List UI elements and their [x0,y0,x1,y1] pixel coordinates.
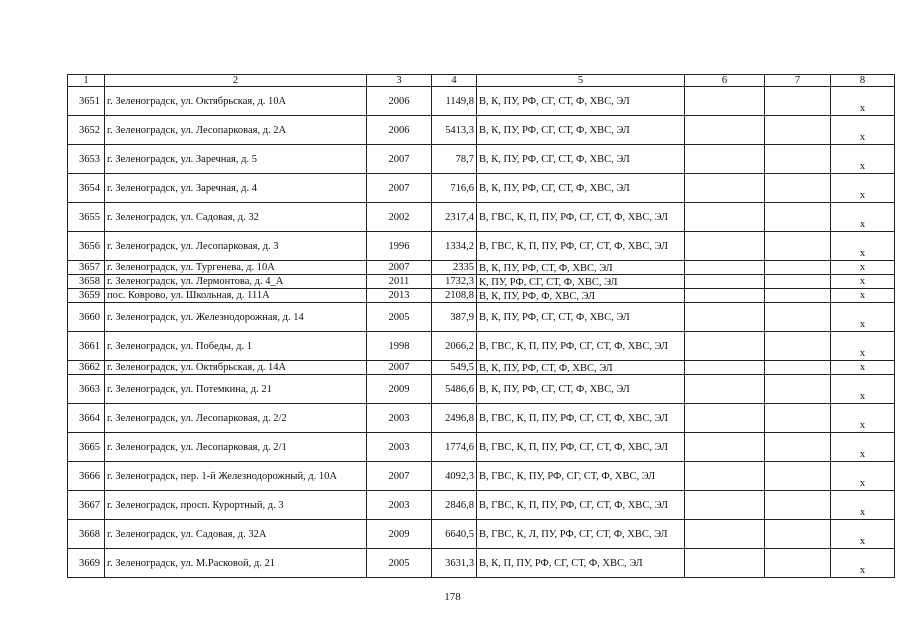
area-cell: 4092,3 [432,462,477,491]
column-6-cell [685,145,765,174]
year-cell: 2005 [367,549,432,578]
column-7-cell [765,174,831,203]
column-8-cell: х [831,203,895,232]
column-7-cell [765,404,831,433]
column-7-cell [765,361,831,375]
systems-cell: В, ГВС, К, ПУ, РФ, СГ, СТ, Ф, ХВС, ЭЛ [477,462,685,491]
row-number-cell: 3658 [68,275,105,289]
header-row [68,75,895,87]
address-cell: г. Зеленоградск, ул. Лесопарковая, д. 2/1 [105,433,367,462]
table-row [68,289,895,303]
row-number-cell: 3657 [68,261,105,275]
column-7-cell [765,433,831,462]
column-8-cell: х [831,361,895,375]
year-cell: 2009 [367,520,432,549]
row-number-cell: 3656 [68,232,105,261]
column-7-cell [765,375,831,404]
address-cell: г. Зеленоградск, ул. Победы, д. 1 [105,332,367,361]
systems-cell: В, ГВС, К, Л, ПУ, РФ, СГ, СТ, Ф, ХВС, ЭЛ [477,520,685,549]
column-7-cell [765,87,831,116]
column-8-cell: х [831,549,895,578]
systems-cell: В, К, ПУ, РФ, СГ, СТ, Ф, ХВС, ЭЛ [477,87,685,116]
systems-cell: В, К, ПУ, РФ, СТ, Ф, ХВС, ЭЛ [477,361,685,375]
row-number-cell: 3655 [68,203,105,232]
address-cell: г. Зеленоградск, ул. Октябрьская, д. 10А [105,87,367,116]
column-8-cell: х [831,261,895,275]
table-row [68,203,895,232]
row-number-cell: 3660 [68,303,105,332]
year-cell: 2007 [367,174,432,203]
systems-cell: В, К, ПУ, РФ, Ф, ХВС, ЭЛ [477,289,685,303]
area-cell: 2066,2 [432,332,477,361]
year-cell: 1998 [367,332,432,361]
column-header-3: 3 [367,75,432,87]
systems-cell: В, ГВС, К, П, ПУ, РФ, СГ, СТ, Ф, ХВС, ЭЛ [477,404,685,433]
row-number-cell: 3651 [68,87,105,116]
table-row [68,275,895,289]
row-number-cell: 3666 [68,462,105,491]
column-6-cell [685,361,765,375]
table-row [68,87,895,116]
column-7-cell [765,289,831,303]
column-8-cell: х [831,332,895,361]
address-cell: г. Зеленоградск, ул. Лесопарковая, д. 3 [105,232,367,261]
column-header-8: 8 [831,75,895,87]
address-cell: г. Зеленоградск, пер. 1-й Железнодорожный, д. 10А [105,462,367,491]
year-cell: 2002 [367,203,432,232]
column-6-cell [685,261,765,275]
housing-registry-table [67,74,895,578]
systems-cell: К, ПУ, РФ, СГ, СТ, Ф, ХВС, ЭЛ [477,275,685,289]
year-cell: 2005 [367,303,432,332]
column-6-cell [685,462,765,491]
column-6-cell [685,232,765,261]
row-number-cell: 3653 [68,145,105,174]
year-cell: 2006 [367,87,432,116]
area-cell: 2317,4 [432,203,477,232]
column-8-cell: х [831,404,895,433]
row-number-cell: 3652 [68,116,105,145]
address-cell: г. Зеленоградск, ул. Тургенева, д. 10А [105,261,367,275]
column-6-cell [685,303,765,332]
year-cell: 2009 [367,375,432,404]
year-cell: 2006 [367,116,432,145]
column-7-cell [765,116,831,145]
row-number-cell: 3662 [68,361,105,375]
table-row [68,462,895,491]
systems-cell: В, К, ПУ, РФ, СГ, СТ, Ф, ХВС, ЭЛ [477,116,685,145]
table-row [68,261,895,275]
column-6-cell [685,87,765,116]
column-6-cell [685,332,765,361]
row-number-cell: 3663 [68,375,105,404]
year-cell: 1996 [367,232,432,261]
row-number-cell: 3654 [68,174,105,203]
table-row [68,361,895,375]
column-header-5: 5 [477,75,685,87]
column-6-cell [685,549,765,578]
row-number-cell: 3667 [68,491,105,520]
column-header-4: 4 [432,75,477,87]
year-cell: 2007 [367,361,432,375]
area-cell: 5486,6 [432,375,477,404]
row-number-cell: 3664 [68,404,105,433]
systems-cell: В, К, ПУ, РФ, СГ, СТ, Ф, ХВС, ЭЛ [477,145,685,174]
column-7-cell [765,303,831,332]
address-cell: г. Зеленоградск, ул. Лесопарковая, д. 2А [105,116,367,145]
column-6-cell [685,491,765,520]
year-cell: 2003 [367,433,432,462]
column-6-cell [685,203,765,232]
column-7-cell [765,491,831,520]
area-cell: 6640,5 [432,520,477,549]
systems-cell: В, К, ПУ, РФ, СГ, СТ, Ф, ХВС, ЭЛ [477,174,685,203]
table-row [68,375,895,404]
area-cell: 1334,2 [432,232,477,261]
column-header-1: 1 [68,75,105,87]
column-7-cell [765,462,831,491]
row-number-cell: 3668 [68,520,105,549]
row-number-cell: 3665 [68,433,105,462]
table-row [68,491,895,520]
column-8-cell: х [831,462,895,491]
year-cell: 2003 [367,404,432,433]
column-header-2: 2 [105,75,367,87]
row-number-cell: 3659 [68,289,105,303]
column-6-cell [685,275,765,289]
column-8-cell: х [831,491,895,520]
column-7-cell [765,232,831,261]
column-8-cell: х [831,303,895,332]
address-cell: г. Зеленоградск, ул. Потемкина, д. 21 [105,375,367,404]
year-cell: 2011 [367,275,432,289]
table-row [68,303,895,332]
year-cell: 2007 [367,261,432,275]
column-6-cell [685,520,765,549]
table-row [68,404,895,433]
year-cell: 2007 [367,145,432,174]
column-7-cell [765,549,831,578]
address-cell: г. Зеленоградск, ул. Заречная, д. 4 [105,174,367,203]
year-cell: 2007 [367,462,432,491]
column-8-cell: х [831,87,895,116]
column-8-cell: х [831,275,895,289]
column-6-cell [685,116,765,145]
address-cell: г. Зеленоградск, ул. Октябрьская, д. 14А [105,361,367,375]
column-7-cell [765,145,831,174]
table-row [68,520,895,549]
area-cell: 78,7 [432,145,477,174]
column-7-cell [765,332,831,361]
column-7-cell [765,203,831,232]
address-cell: пос. Коврово, ул. Школьная, д. 111А [105,289,367,303]
area-cell: 5413,3 [432,116,477,145]
area-cell: 387,9 [432,303,477,332]
row-number-cell: 3661 [68,332,105,361]
address-cell: г. Зеленоградск, ул. Заречная, д. 5 [105,145,367,174]
systems-cell: В, ГВС, К, П, ПУ, РФ, СГ, СТ, Ф, ХВС, ЭЛ [477,491,685,520]
column-7-cell [765,261,831,275]
year-cell: 2003 [367,491,432,520]
address-cell: г. Зеленоградск, ул. Садовая, д. 32 [105,203,367,232]
area-cell: 2496,8 [432,404,477,433]
column-6-cell [685,433,765,462]
column-8-cell: х [831,520,895,549]
column-header-7: 7 [765,75,831,87]
column-8-cell: х [831,116,895,145]
area-cell: 1149,8 [432,87,477,116]
systems-cell: В, ГВС, К, П, ПУ, РФ, СГ, СТ, Ф, ХВС, ЭЛ [477,332,685,361]
systems-cell: В, ГВС, К, П, ПУ, РФ, СГ, СТ, Ф, ХВС, ЭЛ [477,433,685,462]
column-8-cell: х [831,174,895,203]
area-cell: 716,6 [432,174,477,203]
column-8-cell: х [831,433,895,462]
page-number: 178 [444,591,461,603]
address-cell: г. Зеленоградск, ул. Лермонтова, д. 4_А [105,275,367,289]
area-cell: 1732,3 [432,275,477,289]
systems-cell: В, К, П, ПУ, РФ, СГ, СТ, Ф, ХВС, ЭЛ [477,549,685,578]
column-8-cell: х [831,375,895,404]
table-row [68,174,895,203]
column-6-cell [685,375,765,404]
systems-cell: В, ГВС, К, П, ПУ, РФ, СГ, СТ, Ф, ХВС, ЭЛ [477,232,685,261]
area-cell: 549,5 [432,361,477,375]
column-8-cell: х [831,145,895,174]
table-row [68,433,895,462]
address-cell: г. Зеленоградск, ул. Железнодорожная, д. 14 [105,303,367,332]
address-cell: г. Зеленоградск, ул. М.Расковой, д. 21 [105,549,367,578]
row-number-cell: 3669 [68,549,105,578]
table-row [68,549,895,578]
area-cell: 1774,6 [432,433,477,462]
area-cell: 2108,8 [432,289,477,303]
table-row [68,332,895,361]
area-cell: 2846,8 [432,491,477,520]
address-cell: г. Зеленоградск, ул. Лесопарковая, д. 2/2 [105,404,367,433]
year-cell: 2013 [367,289,432,303]
column-6-cell [685,404,765,433]
column-7-cell [765,275,831,289]
table-row [68,145,895,174]
table-row [68,116,895,145]
table-row [68,232,895,261]
systems-cell: В, ГВС, К, П, ПУ, РФ, СГ, СТ, Ф, ХВС, ЭЛ [477,203,685,232]
column-8-cell: х [831,232,895,261]
column-header-6: 6 [685,75,765,87]
column-6-cell [685,289,765,303]
area-cell: 3631,3 [432,549,477,578]
systems-cell: В, К, ПУ, РФ, СГ, СТ, Ф, ХВС, ЭЛ [477,303,685,332]
column-6-cell [685,174,765,203]
column-7-cell [765,520,831,549]
column-8-cell: х [831,289,895,303]
address-cell: г. Зеленоградск, просп. Курортный, д. 3 [105,491,367,520]
systems-cell: В, К, ПУ, РФ, СТ, Ф, ХВС, ЭЛ [477,261,685,275]
systems-cell: В, К, ПУ, РФ, СГ, СТ, Ф, ХВС, ЭЛ [477,375,685,404]
area-cell: 2335 [432,261,477,275]
address-cell: г. Зеленоградск, ул. Садовая, д. 32А [105,520,367,549]
